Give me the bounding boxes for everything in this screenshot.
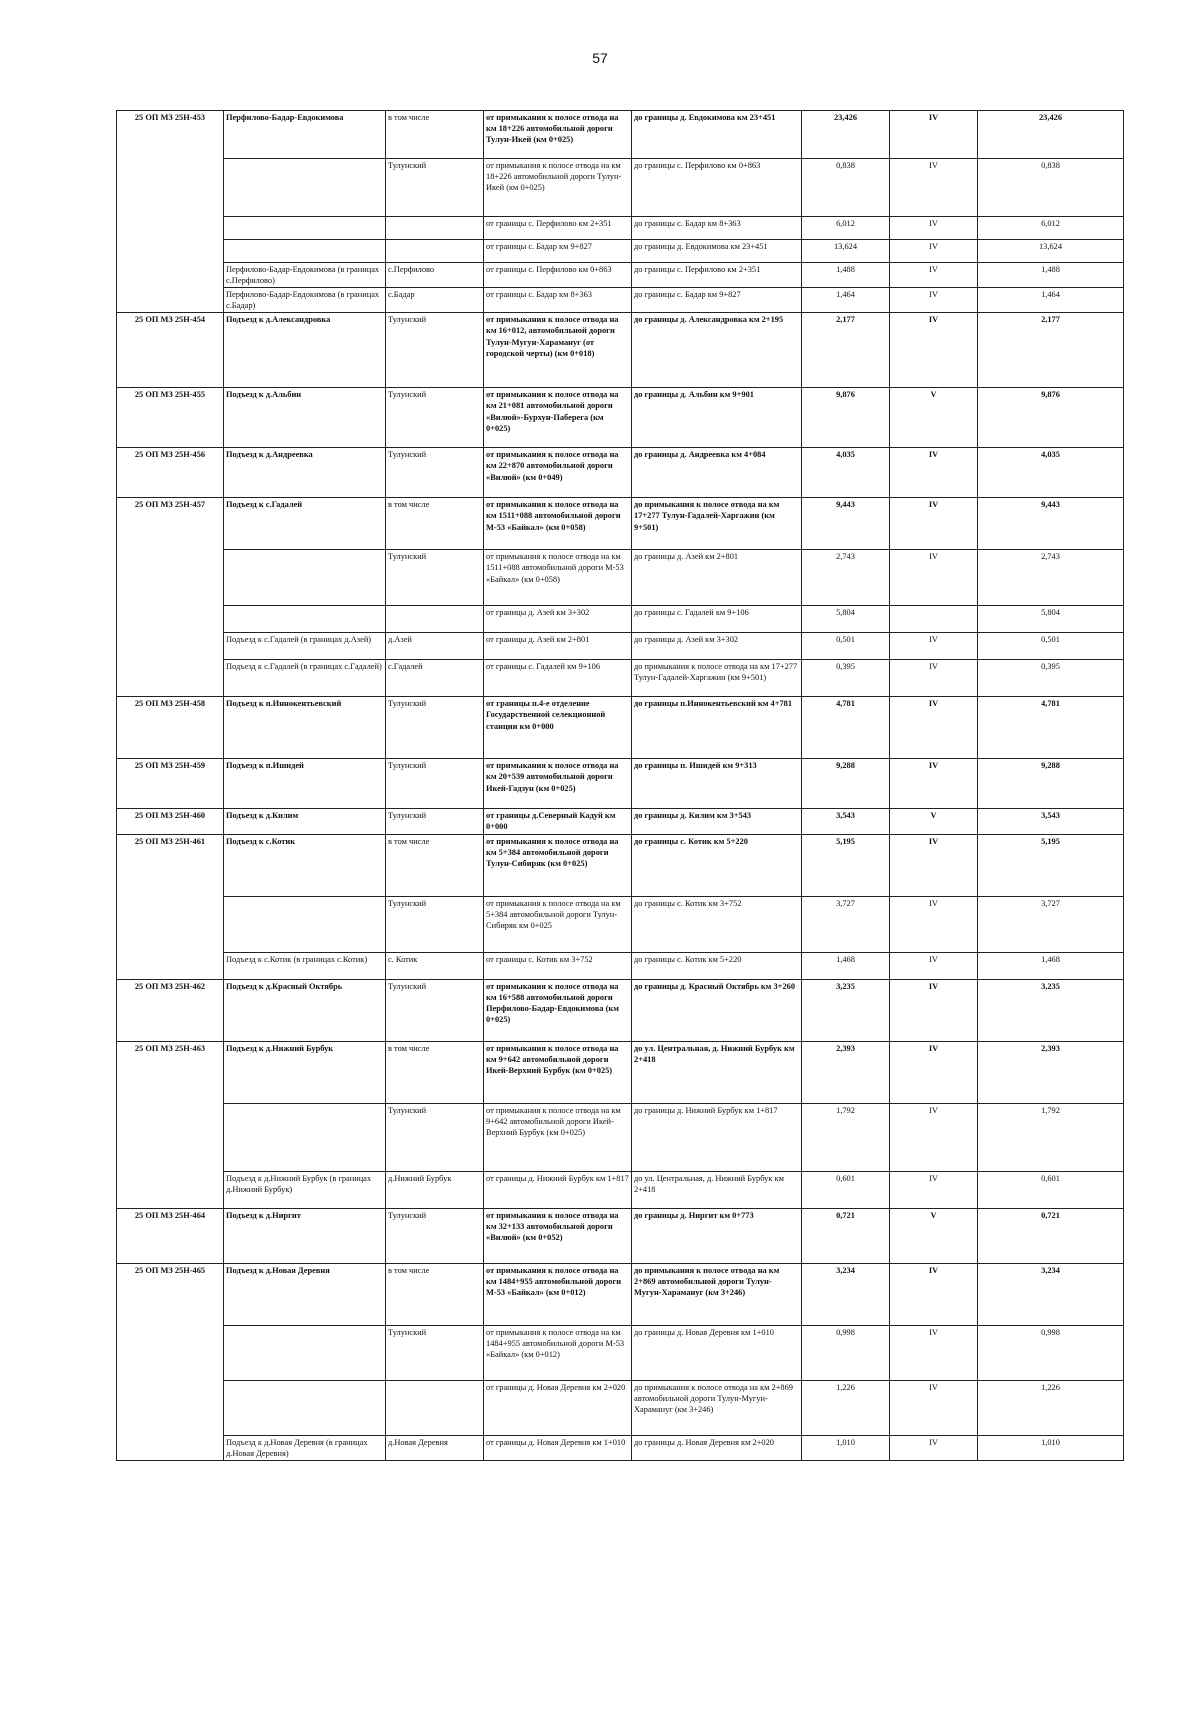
- category-cell: IV: [890, 952, 978, 979]
- road-name-cell: Подъезд к д.Александровка: [224, 313, 386, 388]
- category-cell: IV: [890, 111, 978, 159]
- segment-start-cell: от границы д. Новая Деревня км 1+010: [484, 1435, 632, 1460]
- length-cell: 9,876: [802, 388, 890, 448]
- segment-start-cell: от примыкания к полосе отвода на км 21+081 автомобильной дороги «Вилюй»-Бурхун-Паберега (км 0+025): [484, 388, 632, 448]
- district-cell: в том числе: [386, 834, 484, 896]
- length-cell: 3,235: [802, 979, 890, 1041]
- total-length-cell: 3,234: [978, 1263, 1124, 1325]
- length-cell: 1,464: [802, 288, 890, 313]
- road-code-cell: 25 ОП МЗ 25Н-460: [117, 809, 224, 834]
- length-cell: 9,288: [802, 759, 890, 809]
- district-cell: [386, 1380, 484, 1435]
- segment-start-cell: от примыкания к полосе отвода на км 1511+088 автомобильной дороги М-53 «Байкал» (км 0+058): [484, 550, 632, 606]
- total-length-cell: 23,426: [978, 111, 1124, 159]
- table-row: [117, 313, 1124, 388]
- road-code-cell: 25 ОП МЗ 25Н-464: [117, 1208, 224, 1263]
- total-length-cell: 1,792: [978, 1103, 1124, 1171]
- category-cell: V: [890, 388, 978, 448]
- segment-start-cell: от примыкания к полосе отвода на км 22+870 автомобильной дороги «Вилюй» (км 0+049): [484, 448, 632, 498]
- table-row: [117, 550, 1124, 606]
- segment-start-cell: от границы с. Перфилово км 2+351: [484, 217, 632, 240]
- length-cell: 1,226: [802, 1380, 890, 1435]
- table-row: [117, 896, 1124, 952]
- road-name-cell: [224, 240, 386, 263]
- category-cell: IV: [890, 448, 978, 498]
- length-cell: 5,195: [802, 834, 890, 896]
- road-name-cell: Подъезд к с.Котик (в границах с.Котик): [224, 952, 386, 979]
- district-cell: в том числе: [386, 111, 484, 159]
- district-cell: с. Котик: [386, 952, 484, 979]
- table-row: [117, 217, 1124, 240]
- length-cell: 2,177: [802, 313, 890, 388]
- length-cell: 4,035: [802, 448, 890, 498]
- road-name-cell: [224, 1325, 386, 1380]
- category-cell: IV: [890, 313, 978, 388]
- district-cell: Тулунский: [386, 1325, 484, 1380]
- length-cell: 3,543: [802, 809, 890, 834]
- table-row: [117, 498, 1124, 550]
- road-code-cell: 25 ОП МЗ 25Н-456: [117, 448, 224, 498]
- segment-start-cell: от границы с. Гадалей км 9+106: [484, 660, 632, 697]
- segment-end-cell: до границы с. Гадалей км 9+106: [632, 606, 802, 633]
- length-cell: 3,234: [802, 1263, 890, 1325]
- district-cell: Тулунский: [386, 550, 484, 606]
- district-cell: [386, 606, 484, 633]
- segment-start-cell: от границы д. Азей км 2+801: [484, 633, 632, 660]
- category-cell: IV: [890, 896, 978, 952]
- road-name-cell: Перфилово-Бадар-Евдокимова (в границах с.Перфилово): [224, 263, 386, 288]
- total-length-cell: 1,468: [978, 952, 1124, 979]
- category-cell: [890, 606, 978, 633]
- segment-end-cell: до примыкания к полосе отвода на км 2+869 автомобильной дороги Тулун-Мугун-Харамануг (км 3+246): [632, 1380, 802, 1435]
- category-cell: IV: [890, 1103, 978, 1171]
- road-code-cell: 25 ОП МЗ 25Н-454: [117, 313, 224, 388]
- total-length-cell: 9,876: [978, 388, 1124, 448]
- district-cell: Тулунский: [386, 979, 484, 1041]
- road-code-cell: 25 ОП МЗ 25Н-459: [117, 759, 224, 809]
- segment-start-cell: от границы с. Бадар км 9+827: [484, 240, 632, 263]
- total-length-cell: 2,393: [978, 1041, 1124, 1103]
- length-cell: 0,721: [802, 1208, 890, 1263]
- length-cell: 3,727: [802, 896, 890, 952]
- total-length-cell: 1,010: [978, 1435, 1124, 1460]
- table-row: [117, 1325, 1124, 1380]
- category-cell: IV: [890, 979, 978, 1041]
- table-row: [117, 159, 1124, 217]
- total-length-cell: 5,195: [978, 834, 1124, 896]
- segment-start-cell: от примыкания к полосе отвода на км 1511+088 автомобильной дороги М-53 «Байкал» (км 0+058): [484, 498, 632, 550]
- table-row: [117, 1435, 1124, 1460]
- segment-end-cell: до границы п. Ишидей км 9+313: [632, 759, 802, 809]
- segment-end-cell: до границы д. Килим км 3+543: [632, 809, 802, 834]
- table-row: [117, 111, 1124, 159]
- district-cell: [386, 240, 484, 263]
- length-cell: 0,501: [802, 633, 890, 660]
- total-length-cell: 4,035: [978, 448, 1124, 498]
- table-row: [117, 1263, 1124, 1325]
- district-cell: Тулунский: [386, 313, 484, 388]
- table-row: [117, 263, 1124, 288]
- table-row: [117, 240, 1124, 263]
- segment-start-cell: от границы д. Азей км 3+302: [484, 606, 632, 633]
- segment-end-cell: до границы с. Перфилово км 0+863: [632, 159, 802, 217]
- length-cell: 9,443: [802, 498, 890, 550]
- road-registry-table: [116, 110, 1124, 1461]
- segment-start-cell: от границы п.4-е отделение Государственной селекционной станции км 0+000: [484, 697, 632, 759]
- segment-end-cell: до примыкания к полосе отвода на км 2+869 автомобильной дороги Тулун-Мугун-Харамануг (км 3+246): [632, 1263, 802, 1325]
- length-cell: 6,012: [802, 217, 890, 240]
- district-cell: Тулунский: [386, 1103, 484, 1171]
- road-name-cell: Подъезд к с.Гадалей (в границах с.Гадалей): [224, 660, 386, 697]
- segment-end-cell: до границы д. Азей км 3+302: [632, 633, 802, 660]
- segment-end-cell: до границы п.Иннокентьевский км 4+781: [632, 697, 802, 759]
- road-name-cell: [224, 217, 386, 240]
- segment-end-cell: до границы с. Котик км 5+220: [632, 834, 802, 896]
- table-row: [117, 388, 1124, 448]
- district-cell: в том числе: [386, 1041, 484, 1103]
- road-name-cell: Подъезд к с.Гадалей (в границах д.Азей): [224, 633, 386, 660]
- segment-end-cell: до границы д. Нижний Бурбук км 1+817: [632, 1103, 802, 1171]
- segment-start-cell: от примыкания к полосе отвода на км 18+226 автомобильной дороги Тулун-Икей (км 0+025): [484, 159, 632, 217]
- table-row: [117, 1041, 1124, 1103]
- table-row: [117, 606, 1124, 633]
- road-code-cell: 25 ОП МЗ 25Н-461: [117, 834, 224, 979]
- total-length-cell: 0,601: [978, 1171, 1124, 1208]
- segment-start-cell: от примыкания к полосе отвода на км 1484+955 автомобильной дороги М-53 «Байкал» (км 0+012): [484, 1325, 632, 1380]
- segment-start-cell: от примыкания к полосе отвода на км 16+588 автомобильной дороги Перфилово-Бадар-Евдокимова (км 0+025): [484, 979, 632, 1041]
- total-length-cell: 13,624: [978, 240, 1124, 263]
- category-cell: IV: [890, 633, 978, 660]
- segment-end-cell: до границы д. Новая Деревня км 1+010: [632, 1325, 802, 1380]
- table-row: [117, 834, 1124, 896]
- page-number: 57: [592, 50, 608, 66]
- district-cell: д.Новая Деревня: [386, 1435, 484, 1460]
- total-length-cell: 9,288: [978, 759, 1124, 809]
- table-row: [117, 979, 1124, 1041]
- segment-end-cell: до границы с. Котик км 5+220: [632, 952, 802, 979]
- category-cell: IV: [890, 660, 978, 697]
- total-length-cell: 3,727: [978, 896, 1124, 952]
- district-cell: Тулунский: [386, 697, 484, 759]
- segment-start-cell: от примыкания к полосе отвода на км 20+539 автомобильной дороги Икей-Гадзун (км 0+025): [484, 759, 632, 809]
- road-code-cell: 25 ОП МЗ 25Н-457: [117, 498, 224, 697]
- road-name-cell: Подъезд к п.Ишидей: [224, 759, 386, 809]
- category-cell: IV: [890, 1041, 978, 1103]
- total-length-cell: 0,721: [978, 1208, 1124, 1263]
- road-name-cell: Подъезд к д.Килим: [224, 809, 386, 834]
- road-name-cell: Перфилово-Бадар-Евдокимова (в границах с.Бадар): [224, 288, 386, 313]
- table-row: [117, 952, 1124, 979]
- table-row: [117, 809, 1124, 834]
- category-cell: IV: [890, 159, 978, 217]
- road-code-cell: 25 ОП МЗ 25Н-458: [117, 697, 224, 759]
- category-cell: V: [890, 1208, 978, 1263]
- district-cell: д.Азей: [386, 633, 484, 660]
- category-cell: IV: [890, 759, 978, 809]
- category-cell: IV: [890, 697, 978, 759]
- total-length-cell: 5,804: [978, 606, 1124, 633]
- segment-end-cell: до границы д. Андреевка км 4+084: [632, 448, 802, 498]
- segment-end-cell: до границы с. Котик км 3+752: [632, 896, 802, 952]
- length-cell: 23,426: [802, 111, 890, 159]
- district-cell: д.Нижний Бурбук: [386, 1171, 484, 1208]
- category-cell: IV: [890, 1325, 978, 1380]
- total-length-cell: 0,838: [978, 159, 1124, 217]
- category-cell: IV: [890, 1435, 978, 1460]
- road-name-cell: Подъезд к д.Новая Деревня (в границах д.Новая Деревня): [224, 1435, 386, 1460]
- total-length-cell: 3,543: [978, 809, 1124, 834]
- category-cell: IV: [890, 834, 978, 896]
- category-cell: IV: [890, 1171, 978, 1208]
- total-length-cell: 9,443: [978, 498, 1124, 550]
- segment-end-cell: до ул. Центральная, д. Нижний Бурбук км 2+418: [632, 1171, 802, 1208]
- total-length-cell: 0,395: [978, 660, 1124, 697]
- road-code-cell: 25 ОП МЗ 25Н-463: [117, 1041, 224, 1208]
- segment-start-cell: от примыкания к полосе отвода на км 9+642 автомобильной дороги Икей-Верхний Бурбук (км 0+025): [484, 1103, 632, 1171]
- road-code-cell: 25 ОП МЗ 25Н-462: [117, 979, 224, 1041]
- segment-start-cell: от примыкания к полосе отвода на км 9+642 автомобильной дороги Икей-Верхний Бурбук (км 0+025): [484, 1041, 632, 1103]
- road-name-cell: [224, 896, 386, 952]
- category-cell: IV: [890, 217, 978, 240]
- segment-start-cell: от примыкания к полосе отвода на км 5+384 автомобильной дороги Тулун-Сибиряк (км 0+025): [484, 834, 632, 896]
- total-length-cell: 2,177: [978, 313, 1124, 388]
- total-length-cell: 1,488: [978, 263, 1124, 288]
- segment-end-cell: до границы с. Перфилово км 2+351: [632, 263, 802, 288]
- total-length-cell: 2,743: [978, 550, 1124, 606]
- segment-start-cell: от границы с. Котик км 3+752: [484, 952, 632, 979]
- road-name-cell: Подъезд к п.Иннокентьевский: [224, 697, 386, 759]
- district-cell: в том числе: [386, 1263, 484, 1325]
- length-cell: 5,804: [802, 606, 890, 633]
- total-length-cell: 0,998: [978, 1325, 1124, 1380]
- segment-end-cell: до границы д. Александровка км 2+195: [632, 313, 802, 388]
- road-name-cell: Подъезд к д.Новая Деревня: [224, 1263, 386, 1325]
- segment-start-cell: от примыкания к полосе отвода на км 32+133 автомобильной дороги «Вилюй» (км 0+052): [484, 1208, 632, 1263]
- segment-start-cell: от границы с. Перфилово км 0+863: [484, 263, 632, 288]
- length-cell: 0,601: [802, 1171, 890, 1208]
- table-row: [117, 1208, 1124, 1263]
- segment-end-cell: до границы с. Бадар км 8+363: [632, 217, 802, 240]
- category-cell: IV: [890, 240, 978, 263]
- road-name-cell: [224, 1380, 386, 1435]
- road-name-cell: [224, 550, 386, 606]
- road-name-cell: Подъезд к с.Гадалей: [224, 498, 386, 550]
- table-row: [117, 1171, 1124, 1208]
- length-cell: 1,488: [802, 263, 890, 288]
- segment-start-cell: от границы д.Северный Кадуй км 0+000: [484, 809, 632, 834]
- segment-start-cell: от примыкания к полосе отвода на км 1484+955 автомобильной дороги М-53 «Байкал» (км 0+012): [484, 1263, 632, 1325]
- district-cell: Тулунский: [386, 759, 484, 809]
- total-length-cell: 1,226: [978, 1380, 1124, 1435]
- table-row: [117, 660, 1124, 697]
- category-cell: V: [890, 809, 978, 834]
- segment-end-cell: до примыкания к полосе отвода на км 17+277 Тулун-Гадалей-Харгажин (км 9+501): [632, 498, 802, 550]
- total-length-cell: 1,464: [978, 288, 1124, 313]
- road-name-cell: [224, 159, 386, 217]
- segment-end-cell: до примыкания к полосе отвода на км 17+277 Тулун-Гадалей-Харгажин (км 9+501): [632, 660, 802, 697]
- segment-end-cell: до границы д. Новая Деревня км 2+020: [632, 1435, 802, 1460]
- district-cell: Тулунский: [386, 159, 484, 217]
- road-name-cell: Подъезд к с.Котик: [224, 834, 386, 896]
- table-row: [117, 1103, 1124, 1171]
- segment-start-cell: от примыкания к полосе отвода на км 18+226 автомобильной дороги Тулун-Икей (км 0+025): [484, 111, 632, 159]
- district-cell: [386, 217, 484, 240]
- table-row: [117, 1380, 1124, 1435]
- category-cell: IV: [890, 498, 978, 550]
- district-cell: с.Бадар: [386, 288, 484, 313]
- road-name-cell: Подъезд к д.Ниргит: [224, 1208, 386, 1263]
- segment-end-cell: до границы д. Красный Октябрь км 3+260: [632, 979, 802, 1041]
- segment-start-cell: от границы с. Бадар км 8+363: [484, 288, 632, 313]
- category-cell: IV: [890, 288, 978, 313]
- table-row: [117, 288, 1124, 313]
- district-cell: в том числе: [386, 498, 484, 550]
- district-cell: Тулунский: [386, 388, 484, 448]
- total-length-cell: 6,012: [978, 217, 1124, 240]
- category-cell: IV: [890, 1263, 978, 1325]
- length-cell: 2,743: [802, 550, 890, 606]
- segment-end-cell: до границы д. Евдокимова км 23+451: [632, 111, 802, 159]
- table-body: [117, 111, 1124, 1461]
- road-code-cell: 25 ОП МЗ 25Н-453: [117, 111, 224, 313]
- road-name-cell: [224, 1103, 386, 1171]
- district-cell: Тулунский: [386, 809, 484, 834]
- category-cell: IV: [890, 263, 978, 288]
- segment-start-cell: от примыкания к полосе отвода на км 16+012, автомобильной дороги Тулун-Мугун-Харамануг (от городской черты) (км 0+018): [484, 313, 632, 388]
- category-cell: IV: [890, 1380, 978, 1435]
- length-cell: 1,468: [802, 952, 890, 979]
- district-cell: с.Гадалей: [386, 660, 484, 697]
- table-row: [117, 633, 1124, 660]
- road-name-cell: Подъезд к д.Нижний Бурбук (в границах д.Нижний Бурбук): [224, 1171, 386, 1208]
- road-code-cell: 25 ОП МЗ 25Н-455: [117, 388, 224, 448]
- district-cell: Тулунский: [386, 896, 484, 952]
- table-row: [117, 759, 1124, 809]
- total-length-cell: 0,501: [978, 633, 1124, 660]
- district-cell: Тулунский: [386, 448, 484, 498]
- segment-end-cell: до границы д. Альбин км 9+901: [632, 388, 802, 448]
- length-cell: 1,010: [802, 1435, 890, 1460]
- length-cell: 0,395: [802, 660, 890, 697]
- table-row: [117, 448, 1124, 498]
- segment-start-cell: от границы д. Новая Деревня км 2+020: [484, 1380, 632, 1435]
- district-cell: Тулунский: [386, 1208, 484, 1263]
- total-length-cell: 3,235: [978, 979, 1124, 1041]
- road-name-cell: Подъезд к д.Красный Октябрь: [224, 979, 386, 1041]
- segment-end-cell: до границы д. Ниргит км 0+773: [632, 1208, 802, 1263]
- road-name-cell: Подъезд к д.Альбин: [224, 388, 386, 448]
- segment-end-cell: до границы с. Бадар км 9+827: [632, 288, 802, 313]
- segment-end-cell: до границы д. Азей км 2+801: [632, 550, 802, 606]
- segment-start-cell: от примыкания к полосе отвода на км 5+384 автомобильной дороги Тулун-Сибиряк км 0+025: [484, 896, 632, 952]
- segment-end-cell: до границы д. Евдокимова км 23+451: [632, 240, 802, 263]
- road-name-cell: Подъезд к д.Нижний Бурбук: [224, 1041, 386, 1103]
- road-name-cell: Перфилово-Бадар-Евдокимова: [224, 111, 386, 159]
- segment-end-cell: до ул. Центральная, д. Нижний Бурбук км 2+418: [632, 1041, 802, 1103]
- length-cell: 0,998: [802, 1325, 890, 1380]
- length-cell: 0,838: [802, 159, 890, 217]
- table-row: [117, 697, 1124, 759]
- road-code-cell: 25 ОП МЗ 25Н-465: [117, 1263, 224, 1460]
- segment-start-cell: от границы д. Нижний Бурбук км 1+817: [484, 1171, 632, 1208]
- length-cell: 1,792: [802, 1103, 890, 1171]
- length-cell: 13,624: [802, 240, 890, 263]
- road-name-cell: Подъезд к д.Андреевка: [224, 448, 386, 498]
- length-cell: 2,393: [802, 1041, 890, 1103]
- length-cell: 4,781: [802, 697, 890, 759]
- road-name-cell: [224, 606, 386, 633]
- total-length-cell: 4,781: [978, 697, 1124, 759]
- category-cell: IV: [890, 550, 978, 606]
- district-cell: с.Перфилово: [386, 263, 484, 288]
